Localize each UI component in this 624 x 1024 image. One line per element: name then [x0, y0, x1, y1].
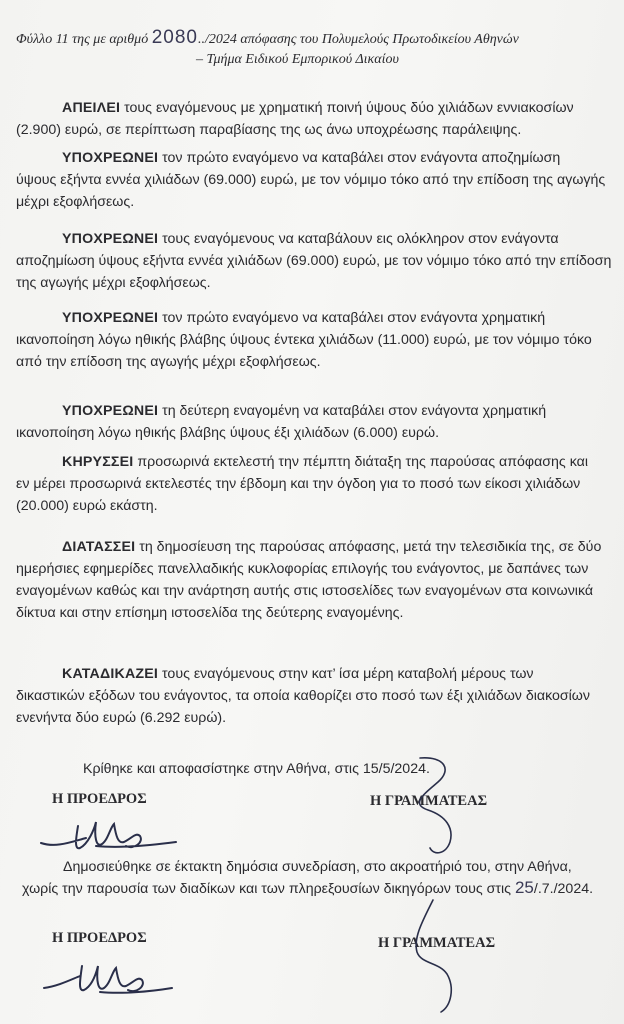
published-line-1: Δημοσιεύθηκε σε έκτακτη δημόσια συνεδρίαση, στο ακροατήριό του, στην Αθήνα,: [63, 859, 572, 875]
paragraph-line: εναγομένων καθώς και την ανάρτηση αυτής στις ιστοσελίδες των εναγομένων στα κοινωνικά: [16, 583, 594, 599]
ruling-paragraph: [16, 536, 622, 624]
paragraph-first-text: τους εναγόμενους να καταβάλουν εις ολόκληρον στον ενάγοντα: [158, 231, 559, 247]
paragraph-line: (20.000) ευρώ εκάστη.: [16, 498, 158, 514]
secretary-signature-1: [390, 750, 480, 860]
secretary-label-1: Η ΓΡΑΜΜΑΤΕΑΣ: [370, 793, 488, 809]
president-label-1: Η ΠΡΟΕΔΡΟΣ: [52, 791, 147, 807]
published-line-2-prefix: χωρίς την παρουσία των διαδίκων και των πληρεξουσίων δικηγόρων τους στις: [22, 881, 515, 897]
secretary-label-2: Η ΓΡΑΜΜΑΤΕΑΣ: [378, 935, 496, 951]
header-prefix: Φύλλο 11 της με αριθμό: [16, 32, 149, 47]
ruling-keyword: ΔΙΑΤΑΣΣΕΙ: [62, 539, 136, 555]
paragraph-line: ύψους εξήντα εννέα χιλιάδων (69.000) ευρώ, με τον νόμιμο τόκο από την επίδοση της αγωγής: [16, 172, 606, 188]
ruling-paragraph: [16, 147, 622, 213]
paragraph-first-line: [16, 536, 622, 558]
published-date-handwritten: 25: [514, 878, 534, 897]
paragraph-line: αποζημίωση ύψους εξήντα εννέα χιλιάδων (69.000) ευρώ, με τον νόμιμο τόκο από την επίδοση: [16, 253, 612, 269]
paragraph-line: εν μέρει προσωρινά εκτελεστές την έβδομη και την όγδοη για το ποσό των είκοσι χιλιάδων: [16, 476, 581, 492]
paragraph-first-text: τον πρώτο εναγόμενο να καταβάλει στον ενάγοντα χρηματική: [158, 310, 546, 326]
paragraph-line: της αγωγής μέχρι εξοφλήσεως.: [16, 275, 211, 291]
paragraph-first-text: τη δεύτερη εναγομένη να καταβάλει στον ενάγοντα χρηματική: [158, 403, 547, 419]
paragraph-line: ικανοποίηση λόγω ηθικής βλάβης ύψους έντεκα χιλιάδων (11.000) ευρώ, με τον νόμιμο τόκο: [16, 332, 592, 348]
paragraph-first-text: τη δημοσίευση της παρούσας απόφασης, μετά την τελεσιδικία της, σε δύο: [135, 539, 602, 555]
paragraph-line: (2.900) ευρώ, σε περίπτωση παραβίασης της ως άνω υποχρέωσης παράλειψης.: [16, 122, 522, 138]
paragraph-first-line: [16, 451, 622, 473]
paragraph-first-text: τους εναγόμενους στην κατ’ ίσα μέρη καταβολή μέρους των: [158, 666, 534, 682]
ruling-paragraph: [16, 663, 622, 729]
ruling-keyword: ΑΠΕΙΛΕΙ: [62, 100, 121, 116]
ruling-keyword: ΥΠΟΧΡΕΩΝΕΙ: [62, 310, 159, 326]
president-signature-2: [36, 952, 186, 1012]
ruling-paragraph: [16, 451, 622, 517]
paragraph-first-text: τον πρώτο εναγόμενο να καταβάλει στον ενάγοντα αποζημίωση: [158, 150, 561, 166]
paragraph-first-line: [16, 97, 622, 119]
paragraph-first-line: [16, 307, 622, 329]
paragraph-line: ικανοποίηση λόγω ηθικής βλάβης ύψους έξι χιλιάδων (6.000) ευρώ.: [16, 425, 440, 441]
paragraph-first-line: [16, 228, 622, 250]
paragraph-first-text: προσωρινά εκτελεστή την πέμπτη διάταξη της παρούσας απόφασης και: [133, 454, 588, 470]
paragraph-first-line: [16, 400, 622, 422]
paragraph-line: δίκτυα και στην επίσημη ιστοσελίδα της δεύτερης εναγομένης.: [16, 605, 404, 621]
paragraph-line: ημερήσιες εφημερίδες πανελλαδικής κυκλοφορίας επιλογής του ενάγοντος, με δαπάνες των: [16, 561, 589, 577]
paragraph-first-line: [16, 663, 622, 685]
ruling-keyword: ΥΠΟΧΡΕΩΝΕΙ: [62, 403, 159, 419]
ruling-paragraph: [16, 228, 622, 294]
paragraph-first-line: [16, 147, 622, 169]
paragraph-first-text: τους εναγόμενους με χρηματική ποινή ύψους δύο χιλιάδων εννιακοσίων: [120, 100, 574, 116]
judged-statement: Κρίθηκε και αποφασίστηκε στην Αθήνα, στις 15/5/2024.: [83, 761, 430, 777]
ruling-paragraph: [16, 307, 622, 373]
secretary-signature-2: [395, 890, 485, 1020]
ruling-paragraph: [16, 400, 622, 444]
page-header: [16, 28, 616, 70]
ruling-keyword: ΥΠΟΧΡΕΩΝΕΙ: [62, 231, 159, 247]
published-line-2: [0, 877, 624, 900]
header-line-1: [16, 28, 616, 50]
paragraph-line: ενενήντα δύο ευρώ (6.292 ευρώ).: [16, 710, 227, 726]
ruling-keyword: ΥΠΟΧΡΕΩΝΕΙ: [62, 150, 159, 166]
header-suffix: ../2024 απόφασης του Πολυμελούς Πρωτοδικείου Αθηνών: [198, 32, 519, 47]
header-line-2: – Τμήμα Ειδικού Εμπορικού Δικαίου: [196, 52, 399, 67]
published-date-rest: /.7./2024.: [533, 881, 594, 897]
paragraph-line: δικαστικών εξόδων του ενάγοντος, τα οποία καθορίζει στο ποσό των έξι χιλιάδων διακοσίων: [16, 688, 590, 704]
paragraph-line: από την επίδοση της αγωγής μέχρι εξοφλήσεως.: [16, 354, 321, 370]
ruling-paragraph: [16, 97, 622, 141]
ruling-keyword: ΚΑΤΑΔΙΚΑΖΕΙ: [62, 666, 159, 682]
ruling-keyword: ΚΗΡΥΣΣΕΙ: [62, 454, 134, 470]
paragraph-line: μέχρι εξοφλήσεως.: [16, 194, 135, 210]
decision-number: 2080: [151, 27, 198, 48]
president-label-2: Η ΠΡΟΕΔΡΟΣ: [52, 930, 147, 946]
